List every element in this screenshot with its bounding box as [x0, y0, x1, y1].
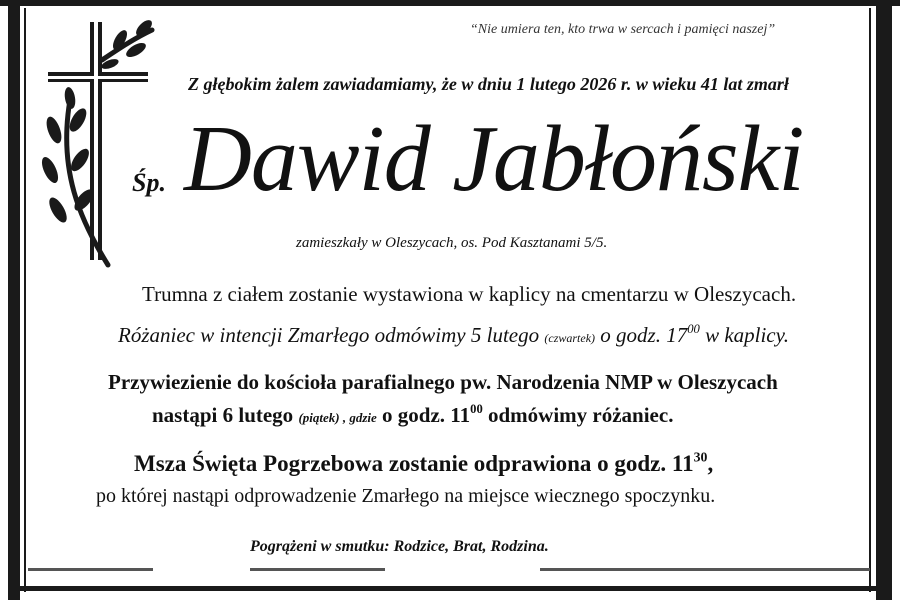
- transfer-where: , gdzie: [339, 410, 377, 425]
- burial-info: po której nastąpi odprowadzenie Zmarłego na miejsce wiecznego spoczynku.: [96, 485, 716, 507]
- mass-text: Msza Święta Pogrzebowa zostanie odprawiona o godz. 11: [134, 451, 694, 476]
- bottom-rule-right: [540, 568, 870, 571]
- bottom-rule-center: [250, 568, 385, 571]
- rosary-place: w kaplicy.: [699, 323, 790, 347]
- cross-with-laurel-icon: [40, 20, 160, 275]
- transfer-date-text: nastąpi 6 lutego: [152, 403, 299, 427]
- address: zamieszkały w Oleszycach, os. Pod Kasztanami 5/5.: [296, 235, 608, 251]
- rosary-info: [118, 323, 789, 348]
- transfer-time: o godz. 11: [376, 403, 471, 427]
- border-left-inner: [24, 8, 26, 592]
- rosary-time: o godz. 17: [595, 323, 688, 347]
- memorial-quote: “Nie umiera ten, kto trwa w sercach i pamięci naszej”: [470, 22, 776, 37]
- mass-minutes: 30: [693, 449, 708, 465]
- border-right-inner: [869, 8, 871, 592]
- bottom-rule-left: [28, 568, 153, 571]
- name-prefix: Śp.: [132, 168, 166, 197]
- border-bottom: [8, 586, 892, 591]
- border-left: [8, 0, 20, 600]
- transfer-rosary: odmówimy różaniec.: [482, 403, 674, 427]
- mass-info: [134, 451, 713, 477]
- transfer-date: [152, 403, 673, 428]
- mass-comma: ,: [707, 451, 714, 476]
- rosary-minutes: 00: [687, 322, 700, 337]
- transfer-minutes: 00: [470, 402, 483, 417]
- deceased-name: Dawid Jabłoński: [184, 107, 804, 211]
- transfer-info: Przywiezienie do kościoła parafialnego pw. Narodzenia NMP w Oleszycach: [108, 370, 778, 394]
- rosary-text: Różaniec w intencji Zmarłego odmówimy 5 lutego: [118, 323, 545, 347]
- border-right: [876, 0, 892, 600]
- border-top: [0, 0, 900, 6]
- transfer-day: (piątek): [298, 410, 340, 425]
- mourners-signoff: Pogrążeni w smutku: Rodzice, Brat, Rodzina.: [250, 538, 549, 555]
- viewing-info: Trumna z ciałem zostanie wystawiona w kaplicy na cmentarzu w Oleszycach.: [142, 282, 797, 306]
- rosary-day: (czwartek): [544, 331, 596, 345]
- announcement-intro: Z głębokim żalem zawiadamiamy, że w dniu 1 lutego 2026 r. w wieku 41 lat zmarł: [188, 74, 789, 94]
